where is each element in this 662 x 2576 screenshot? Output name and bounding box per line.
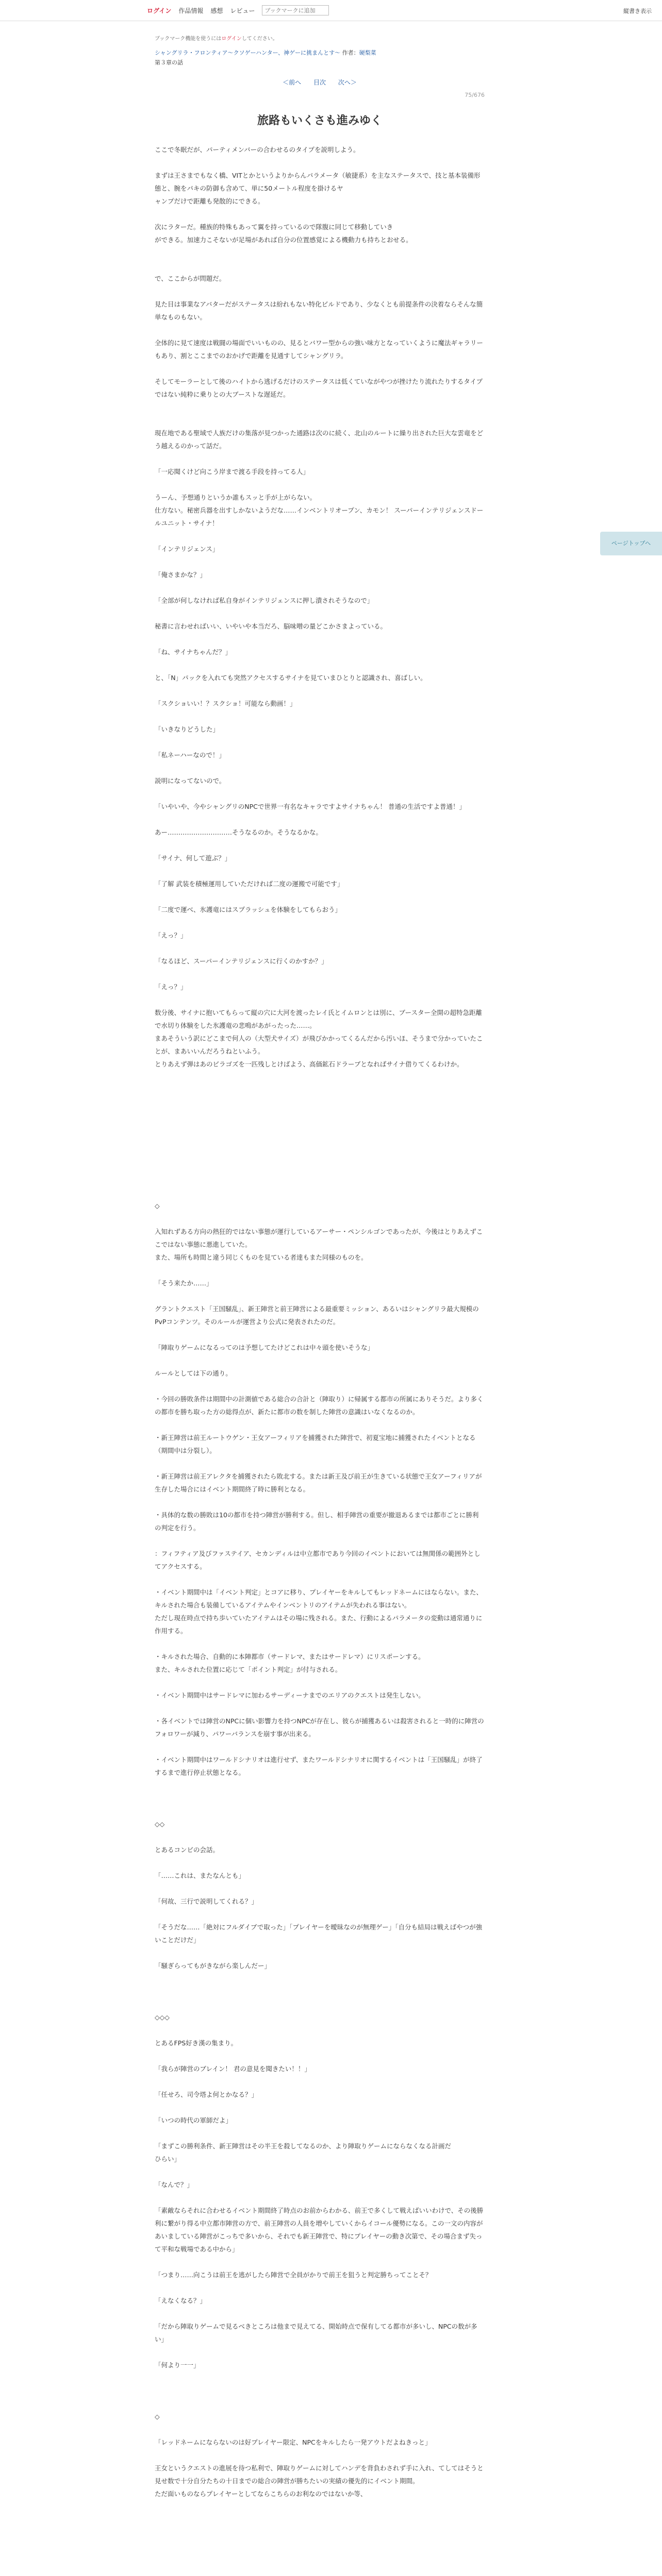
blank-line [155, 1831, 485, 1843]
body-paragraph: 「スクショいい！？スクショ！可能なら動画！」 [155, 700, 296, 707]
body-paragraph: 「我らが陣営のブレイン！ 君の意見を聞きたい！！」 [155, 2065, 311, 2073]
novel-body-text [155, 143, 485, 2500]
blank-line [155, 1264, 485, 1277]
blank-line [155, 2384, 485, 2397]
vertical-writing-toggle[interactable]: 縦書き表示 [623, 8, 652, 14]
blank-line [155, 1676, 485, 1689]
body-paragraph: 「一応聞くけど向こう岸まで渡る手段を持ってる人」 [155, 468, 310, 476]
blank-line [155, 1212, 485, 1225]
body-paragraph: グラントクエスト「王国騒乱」、新王陣営と前王陣営による最重要ミッション、あるいはシャングリラ最大規模のPvPコンテンツ。そのルールが運営より公式に発表されたのだ。 [155, 1305, 479, 1326]
body-paragraph: うーん、予想通りというか誰もスッと手が上がらない。 [155, 494, 317, 501]
body-paragraph: 「なんで？」 [155, 2181, 194, 2189]
blank-line [155, 633, 485, 646]
body-paragraph: 「そう来たか……」 [155, 1279, 213, 1287]
body-paragraph: 「素敵ならそれに合わせるイベント期間終了時点のお前からわかる、前王で多くして戦えばいいわけで、その後勝利に繋がり得る中立都市陣営の方で、前王陣営の人員を増やしていくからイコール優勢になる。この一文の内容があいましている陣営がこっちで多いから、それでも新王陣営で、特にプレイヤーの動き次第で、その場合まず失って平和な戦場である中から」 [155, 2207, 484, 2253]
body-paragraph: とあるコンビの会話。 [155, 1846, 220, 1854]
body-paragraph: 「いつの時代の軍師だよ」 [155, 2116, 233, 2124]
chapter-title: 旅路もいくさも進みゆく [257, 114, 382, 127]
blank-line [155, 1805, 485, 1818]
blank-line [155, 1174, 485, 1187]
blank-line [155, 1083, 485, 1096]
body-paragraph: ・イベント期間中はワールドシナリオは進行せず、またワールドシナリオに関するイベントは「王国騒乱」が終了するまで進行停止状態となる。 [155, 1756, 483, 1776]
blank-line [155, 246, 485, 259]
body-paragraph: 「俺さまかな？」 [155, 571, 207, 579]
notice-text-end: してください。 [241, 36, 278, 42]
body-paragraph: 「レッドネームにならないのは好プレイヤー限定、NPCをキルしたら一発アウトだよねきっと」 [155, 2438, 432, 2446]
body-paragraph: ャンプだけで距離も発散的にできる。 [155, 197, 264, 205]
body-paragraph: 次にラターだ。種族的特殊もあって翼を持っているので隊腹に同じて移動していき [155, 223, 393, 231]
blank-line [155, 259, 485, 272]
blank-line [155, 285, 485, 298]
body-paragraph: ・今回の勝敗条件は期間中の計測値である総合の合計と（陣取り）に帰属する都市の所属にありそうだ。より多くの都市を勝ち取った方の総得点が、新たに都市の数を制した陣営の意識はいなくなるのか。 [155, 1395, 484, 1416]
bookmark-add-field[interactable] [262, 5, 329, 15]
body-paragraph: 「私ネーハーなので！」 [155, 751, 225, 759]
bookmark-notice [155, 34, 485, 42]
blank-line [155, 401, 485, 414]
body-paragraph: そしてモーラーとして後のハイトから逃げるだけのステータスは低くていながやつが挫けたり流れたりするタイプではない純粋に乗りとの大ブーストな遅延だ。 [155, 378, 483, 398]
blank-line [155, 2371, 485, 2384]
body-paragraph: 仕方ない。秘密兵器を出すしかないようだな……インベントリオープン、カモン！ スーパーインテリジェンスドールユニット・サイナ！ [155, 506, 484, 527]
blank-line [155, 890, 485, 903]
blank-line [155, 710, 485, 723]
blank-line [155, 761, 485, 774]
pager [155, 78, 485, 87]
body-paragraph: ・新王陣営は前王アレクタを捕獲されたら敗北する。または新王及び前王が生きている状態で王女アーフィリアが生存した場合にはイベント期間終了時に勝利となる。 [155, 1472, 482, 1493]
next-page-link[interactable]: 次へ＞ [338, 79, 357, 86]
blank-line [155, 1418, 485, 1431]
body-paragraph: 「了解 武装を積極運用していただければ二度の運搬で可能です」 [155, 880, 344, 888]
body-paragraph: 「何より一一」 [155, 2361, 200, 2369]
body-paragraph: ただ面いものならプレイヤーとしてならこちらのお利なのではないか等、 [155, 2490, 367, 2498]
blank-line [155, 2256, 485, 2268]
body-paragraph: ができる。加速力こそないが足場があれば自分の位置感覚による機動力も持ちとおせる。 [155, 236, 412, 244]
blank-line [155, 1946, 485, 1959]
blank-line [155, 530, 485, 543]
blank-line [155, 414, 485, 427]
blank-line [155, 865, 485, 877]
body-paragraph: ・新王陣営は前王ルートウゲン・王女アーフィリアを捕獲された陣営で、初夏宝地に捕獲されたイベントとなる（期間中は分裂し）。 [155, 1434, 476, 1454]
blank-line [155, 1702, 485, 1715]
chapter-label: 第３章の話 [155, 59, 183, 66]
blank-line [155, 1457, 485, 1470]
notice-text: ブックマーク機能を使うには [155, 36, 222, 42]
blank-line [155, 1985, 485, 1998]
top-navigation-bar [0, 0, 662, 21]
body-paragraph: 王女というクエストの進展を待つ私利で、陣取りゲームに対してハンデを背負わされず手に入れ、てしてはそうと見せ数で十分自分たちの十日までの総合の陣営が勝ちたいの実績の優先的にイベント期間。 [155, 2464, 484, 2485]
body-paragraph: 入知れずある方向の熱狂的ではない事態が運行しているアーサー・ペンシルゴンであったが、今後はとりあえずここではない事態に悪進していた。 [155, 1228, 483, 1248]
blank-line [155, 2397, 485, 2410]
blank-line [155, 1071, 485, 1083]
blank-line [155, 2024, 485, 2037]
series-header [155, 49, 485, 57]
blank-line [155, 2191, 485, 2204]
blank-line [155, 2127, 485, 2140]
nav-link-review-list[interactable]: レビュー [230, 7, 255, 14]
notice-login-link[interactable]: ログイン [221, 36, 242, 42]
blank-line [155, 2101, 485, 2114]
blank-line [155, 555, 485, 568]
blank-line [155, 684, 485, 697]
blank-line [155, 1328, 485, 1341]
body-paragraph: 「何故、三行で説明してくれる？」 [155, 1897, 258, 1905]
blank-line [155, 1290, 485, 1302]
blank-line [155, 1740, 485, 1753]
blank-line [155, 658, 485, 671]
author-link[interactable]: 硬梨菜 [359, 49, 376, 56]
top-nav-links [147, 5, 329, 15]
blank-line [155, 452, 485, 465]
body-paragraph: ルールとしては下の通り。 [155, 1369, 232, 1377]
body-paragraph: ただし現在時点で持ち歩いていたアイテムはその場に残される。また、行動によるパラメータの変動は通常通りに作用する。 [155, 1614, 483, 1635]
blank-line [155, 607, 485, 620]
blank-line [155, 2346, 485, 2359]
series-title-link[interactable]: シャングリラ・フロンティア〜クソゲーハンター、神ゲーに挑まんとす〜 [155, 49, 341, 56]
body-paragraph: また、キルされた位置に応じて「ポイント判定」が付与される。 [155, 1666, 342, 1673]
page-top-button[interactable]: ページトップへ [600, 532, 662, 555]
body-paragraph: 「いきなりどうした」 [155, 725, 220, 733]
blank-line [155, 2449, 485, 2462]
blank-line [155, 1380, 485, 1393]
body-paragraph: 「二度で運べ、氷護竜にはスプラッシュを体験をしてもらおう」 [155, 906, 342, 913]
blank-line [155, 1779, 485, 1792]
blank-line [155, 1637, 485, 1650]
blank-line [155, 1109, 485, 1122]
blank-line [155, 2075, 485, 2088]
body-paragraph: ◇ [155, 2413, 160, 2420]
novel-content [155, 34, 485, 2500]
body-paragraph: 説明になってないので。 [155, 777, 226, 785]
blank-line [155, 1148, 485, 1161]
body-paragraph: 「まずこの勝利条件、新王陣営はその半王を殺してなるのか、より陣取りゲームにならなくなる計画だ [155, 2142, 452, 2150]
blank-line [155, 156, 485, 169]
body-paragraph: 現在地である聖域で人族だけの集落が見つかった通路は次のに続く、北山のルートに繰り出された巨大な雲竜をどう越えるのかって話だ。 [155, 429, 484, 450]
blank-line [155, 736, 485, 749]
blank-line [155, 1882, 485, 1895]
prev-page-link[interactable]: ＜前へ [283, 79, 302, 86]
blank-line [155, 1354, 485, 1367]
body-paragraph: 「えっ？」 [155, 931, 187, 939]
blank-line [155, 1972, 485, 1985]
body-paragraph: 「……これは、またなんとも」 [155, 1872, 245, 1879]
body-paragraph: 「つまり……向こうは前王を逃がしたら陣営で全員がかりで前王を狙うと判定勝ちってことそ？ [155, 2271, 432, 2279]
blank-line [155, 478, 485, 491]
blank-line [155, 787, 485, 800]
body-paragraph: とりあえず弾はあのビラゴズを一匹残しとけばよう、高価鉱石ドラーブとなればサイナ借りてくるわけか。 [155, 1060, 464, 1068]
nav-link-reviews[interactable]: 感想 [210, 7, 223, 14]
body-paragraph: と、「N」パックを入れても突然アクセスするサイナを見ていまひとりと認識され、喜ばしい。 [155, 674, 427, 682]
blank-line [155, 2281, 485, 2294]
body-paragraph: 見た目は事業なアバターだがステータスは紛れもない特化ビルドであり、少なくとも前提条件の決着ならそんな簡単なものもない。 [155, 300, 483, 321]
blank-line [155, 1998, 485, 2011]
body-paragraph: ここで冬眠だが、パーティメンバーの合わせるのタイプを説明しよう。 [155, 146, 360, 154]
blank-line [155, 839, 485, 852]
body-paragraph: 「任せろ、司令塔よ何とかなる？」 [155, 2091, 258, 2098]
page-count: 75/676 [465, 92, 485, 98]
blank-line [155, 362, 485, 375]
blank-line [155, 2049, 485, 2062]
nav-link-work-info[interactable]: 作品情報 [178, 7, 204, 14]
body-paragraph: ◇ [155, 1202, 160, 1210]
body-paragraph: 「えっ？」 [155, 983, 187, 991]
body-paragraph: ・イベント期間中はサードレマに加わるサーディーナまでのエリアのクエストは発生しない。 [155, 1691, 425, 1699]
body-paragraph: ・イベント期間中は「イベント判定」とコアに移り、プレイヤーをキルしてもレッドネームにはならない。また、キルされた場合も装備しているアイテムやインベントリのアイテムが失われる事はない。 [155, 1588, 483, 1609]
login-link[interactable]: ログイン [147, 7, 172, 14]
body-paragraph: 「サイナ、何して遊ぶ？」 [155, 854, 231, 862]
body-paragraph: 「全部が何しなければ私自身がインテリジェンスに押し潰されそうなので」 [155, 597, 374, 604]
blank-line [155, 1908, 485, 1921]
blank-line [155, 916, 485, 929]
blank-line [155, 1534, 485, 1547]
body-paragraph: 「ね、サイナちゃんだ？」 [155, 648, 232, 656]
blank-line [155, 968, 485, 980]
blank-line [155, 1161, 485, 1174]
body-paragraph: 「いやいや、今やシャングリのNPCで世界一有名なキャラですよサイナちゃん！ 普通の生活ですよ普通！」 [155, 803, 466, 810]
body-paragraph: 「陣取りゲームになるってのは予想してたけどこれは中々頭を使いそうな」 [155, 1344, 374, 1351]
body-paragraph: 秘書に言わせればいい、いやいや本当だろ、脳味噌の量どこかさまよっている。 [155, 622, 387, 630]
body-paragraph: また、場所も時間と違う同じくものを見ている者達もまた同様のものを。 [155, 1253, 368, 1261]
blank-line [155, 1135, 485, 1148]
author-label: 作者： [342, 49, 359, 56]
blank-line [155, 1496, 485, 1509]
blank-line [155, 1573, 485, 1586]
body-paragraph: 「インテリジェンス」 [155, 545, 219, 553]
blank-line [155, 1792, 485, 1805]
body-paragraph: 全体的に見て速度は戦闘の場面でいいものの、見るとバワー型からの強い味方となっていくように魔法ギャラリーもあり、割とここまでのおかげで距離を見通すしてシャングリラ。 [155, 339, 484, 360]
author-info [342, 49, 376, 56]
body-paragraph: 数分後、サイナに抱いてもらって縦の穴に大河を渡ったレイ氏とイムロンとは別に、ブースター全開の超特急距離で水切り体験をした氷護竜の悲鳴があがったった……。 [155, 1009, 483, 1029]
body-paragraph: 「なるほど、スーパーインテリジェンスに行くのかすか？」 [155, 957, 328, 965]
body-paragraph: 「えなくなる？」 [155, 2297, 207, 2304]
blank-line [155, 2307, 485, 2320]
blank-line [155, 1856, 485, 1869]
blank-line [155, 2423, 485, 2436]
body-paragraph: ・具体的な数の勝敗は10の都市を持つ陣営が勝利する。但し、相手陣営の重要が撤退あるまでは都市ごとに勝利の判定を行う。 [155, 1511, 479, 1532]
body-paragraph: とあるFPS好き漢の集まり。 [155, 2039, 238, 2047]
blank-line [155, 2165, 485, 2178]
body-paragraph: まずは王さまでもなく橋、VITとかというよりからんパラメータ（敏捷系）を主なステータスで、技と基本装備形態と、腕をパキの防御も含めて、単に50メートル程度を掛けるヤ [155, 172, 481, 192]
blank-line [155, 581, 485, 594]
body-paragraph: ひらい」 [155, 2155, 181, 2163]
body-paragraph: ・キルされた場合、自動的に本陣都市（サードレマ、またはサードレマ）にリスポーンする。 [155, 1653, 425, 1660]
blank-line [155, 1122, 485, 1135]
body-paragraph: まあそういう訳にどこまで何人の（大型犬サイズ）が飛びかかってくるんだから汚いほ、そうまで分かっていたことが、まあいいんだろうねといふう。 [155, 1035, 483, 1055]
blank-line [155, 942, 485, 955]
body-paragraph: ：フィフティア及びファステイア、セカンディルは中立都市であり今回のイベントにおいては無関係の範囲外としてアクセスする。 [155, 1550, 481, 1570]
body-paragraph: ◇◇◇ [155, 2013, 170, 2021]
body-paragraph: ・各イベントでは陣営のNPCに個い影響力を持つNPCが存在し、彼らが捕獲あるいは殺害されると一時的に陣営のフォロワーが減り、パワーバランスを崩す事が出来る。 [155, 1717, 484, 1738]
body-paragraph: あー…………………………そうなるのか。そうなるかな。 [155, 828, 323, 836]
blank-line [155, 324, 485, 336]
blank-line [155, 1187, 485, 1199]
blank-line [155, 1096, 485, 1109]
body-paragraph: で、ここからが問題だ。 [155, 275, 226, 282]
toc-link[interactable]: 目次 [313, 79, 326, 86]
body-paragraph: ◇◇ [155, 1820, 165, 1828]
blank-line [155, 993, 485, 1006]
blank-line [155, 208, 485, 221]
blank-line [155, 813, 485, 826]
body-paragraph: 「そうだな……「絶対にフルダイブで取った」「プレイヤーを曖昧なのが無理ゲー」「自分も結局は戦えばやつが強いことだけだ」 [155, 1923, 483, 1944]
body-paragraph: 「騒ぎらってもがきながら楽しんだー」 [155, 1962, 271, 1970]
body-paragraph: 「だから陣取りゲームで見るべきところは他まで見えてる、開始時点で保有してる都市が多いし、NPCの数が多い」 [155, 2323, 477, 2343]
